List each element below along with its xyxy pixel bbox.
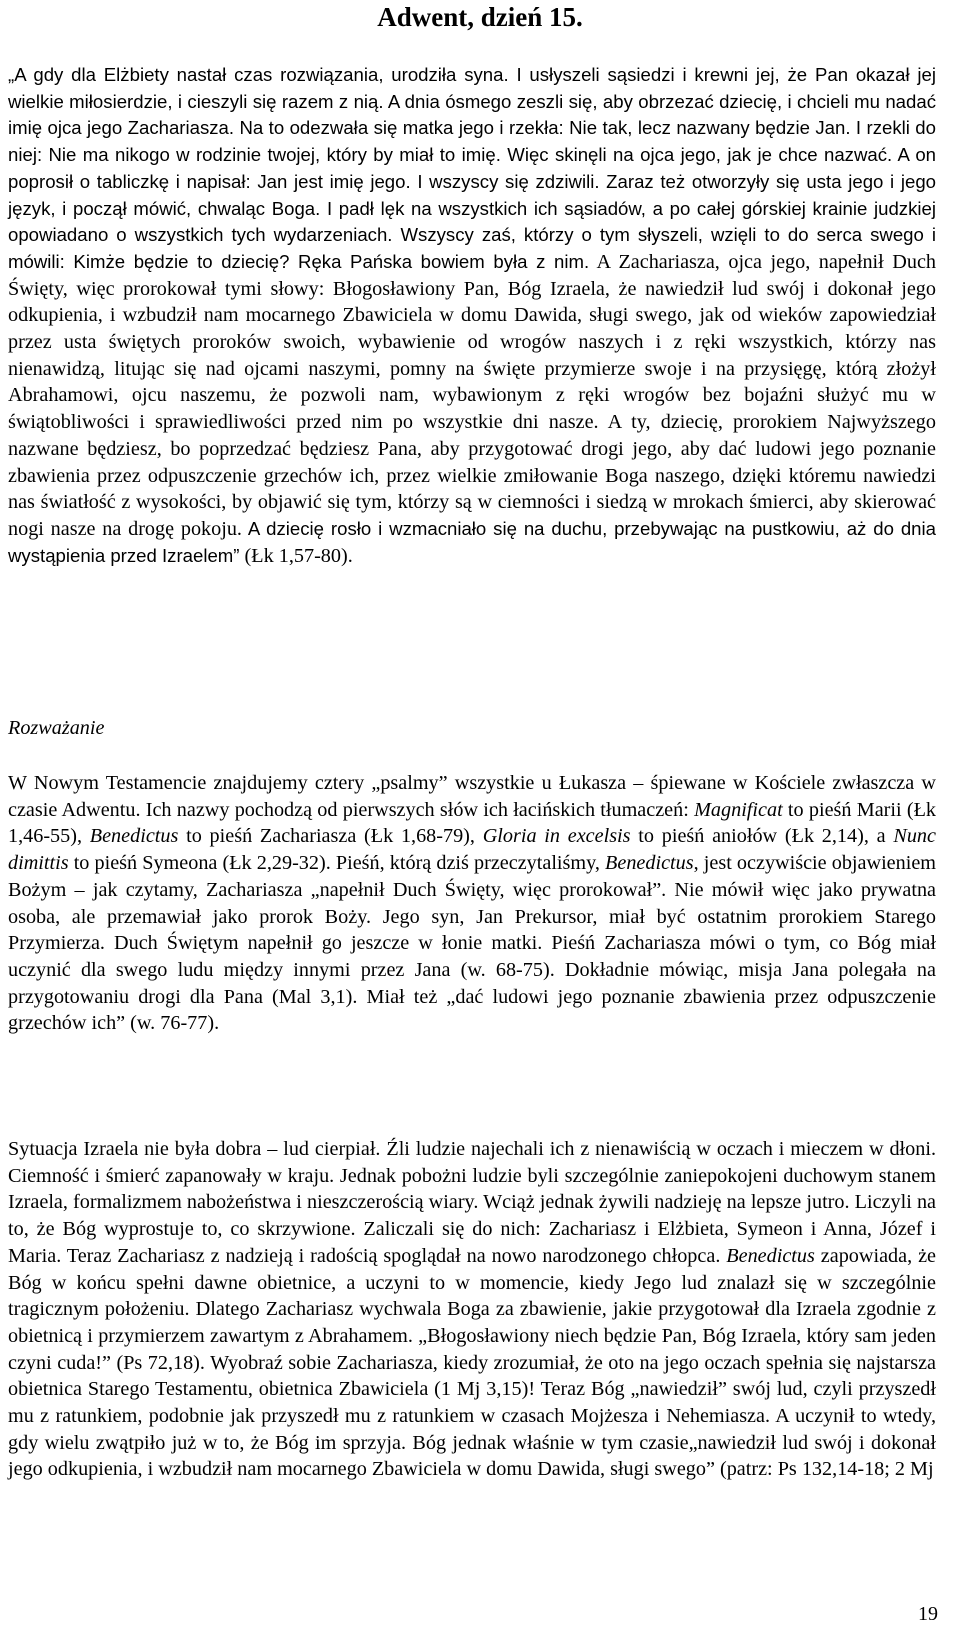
text-run: to pieśń Zachariasza (Łk 1,68-79),: [178, 825, 483, 848]
text-run: W Nowym Testamencie znajdujemy cztery „psalmy” wszystkie u Łukasza – śpiewane w Kościele zwłaszcza w czasie Adwentu. Ich nazwy pochodzą od pierwszych słów ich łacińskich tłumaczeń:: [8, 772, 936, 821]
page-title: Adwent, dzień 15.: [377, 2, 583, 32]
reflection-paragraph-2: [8, 1136, 936, 1483]
italic-term: Benedictus: [605, 852, 694, 875]
reflection-paragraph-1: [8, 770, 936, 1037]
italic-term: Benedictus: [89, 825, 179, 848]
italic-term: Gloria in excelsis: [482, 825, 631, 848]
page-number: 19: [918, 1603, 938, 1625]
text-run: zapowiada, że Bóg w końcu spełni dawne obietnice, a uczyni to w momencie, kiedy Jego lud znalazł się w szczególnie tragicznym położeniu. Dlatego Zachariasz wychwala Boga za zbawienie, jakie przygotował dla Izraela zgodnie z obietnicą i przymierzem zawartym z Abrahamem. „Błogosławiony niech będzie Pan, Bóg Izraela, który sam jeden czyni cuda!” (Ps 72,18). Wyobraź sobie Zachariasza, kiedy zrozumiał, że oto na jego oczach spełnia się najstarsza obietnica Starego Testamentu, obietnica Zbawiciela (1 Mj 3,15)! Teraz Bóg „nawiedził” swój lud, czyli przyszedł mu z ratunkiem, podobnie jak przyszedł mu z ratunkiem w czasach Mojżesza i Nehemiasza. A uczynił to wtedy, gdy wielu zwątpiło już w to, że Bóg im sprzyja. Bóg jednak właśnie w tym czasie„nawiedził lud swój i dokonał jego odkupienia, i wzbudził nam mocarnego Zbawiciela w domu Dawida, sługi swego” (patrz: Ps 132,14-18; 2 Mj: [8, 1244, 936, 1481]
gospel-text-part-2: A Zachariasza, ojca jego, napełnił Duch Święty, więc prorokował tymi słowy: Błogosławiony Pan, Bóg Izraela, że nawiedził lud swój i dokonał jego odkupienia, i wzbudził nam mocarnego Zbawiciela w domu Dawida, sługi swego, jak od wieków zapowiedział przez usta świętych proroków swoich, wybawienie od wrogów naszych i z ręki wszystkich, którzy nas nienawidzą, litując się nad ojcami naszymi, pomny na święte przymierze swoje i na przysięgę, którą złożył Abrahamowi, ojcu naszemu, że pozwoli nam, wybawionym z ręki wrogów bez bojaźni służyć mu w świątobliwości i sprawiedliwości przed nim po wszystkie dni nasze. A ty, dziecię, prorokiem Najwyższego nazwane będziesz, bo poprzedzać będziesz Pana, aby przygotować drogi jego, aby dać ludowi jego poznanie zbawienia przez odpuszczenie grzechów ich, przez wielkie zmiłowanie Boga naszego, dzięki któremu nawiedzi nas światłość z wysokości, by objawić się tym, którzy są w ciemności i siedzą w mrokach śmierci, aby skierować nogi nasze na drogę pokoju.: [8, 250, 936, 540]
italic-term: Magnificat: [694, 798, 783, 821]
italic-term: Benedictus: [726, 1244, 815, 1267]
italic-term: Nunc dimittis: [8, 825, 936, 875]
text-run: to pieśń aniołów (Łk 2,14), a: [630, 825, 894, 848]
gospel-text-part-3: A dziecię rosło i wzmacniało się na duchu, przebywając na pustkowiu, aż do dnia wystąpienia przed Izraelem”: [8, 517, 936, 566]
text-run: to pieśń Symeona (Łk 2,29-32). Pieśń, którą dziś przeczytaliśmy,: [68, 852, 606, 875]
text-run: Sytuacja Izraela nie była dobra – lud cierpiał. Źli ludzie najechali ich z nienawiścią w oczach i mieczem w dłoni. Ciemność i śmierć zapanowały w kraju. Jednak pobożni ludzie byli szczególnie zaniepokojeni duchowym stanem Izraela, formalizmem nabożeństwa i nieszczerością wiary. Wciąż jednak żywili nadzieję na lepsze jutro. Liczyli na to, że Bóg wyprostuje to, co skrzywione. Zaliczali się do nich: Zachariasz i Elżbieta, Symeon i Anna, Józef i Maria. Teraz Zachariasz z nadzieją i radością spoglądał na nowo narodzonego chłopca.: [8, 1138, 936, 1267]
gospel-paragraph: [8, 62, 936, 569]
reflection-heading: Rozważanie: [8, 717, 105, 739]
text-run: , jest oczywiście objawieniem Bożym – jak czytamy, Zachariasza „napełnił Duch Święty, więc prorokował”. Nie mówił więc jako prywatna osoba, ale przemawiał jako prorok Boży. Jego syn, Jan Prekursor, miał być ostatnim prorokiem Starego Przymierza. Duch Świętym napełnił go jeszcze w łonie matki. Pieśń Zachariasza mówi o tym, co Bóg miał uczynić dla swego ludu między innymi przez Jana (w. 68-75). Dokładnie mówiąc, misja Jana polegała na przygotowaniu drogi dla Pana (Mal 3,1). Miał też „dać ludowi jego poznanie zbawienia przez odpuszczenie grzechów ich” (w. 76-77).: [8, 852, 936, 1035]
gospel-reference: (Łk 1,57-80).: [239, 544, 353, 567]
text-run: to pieśń Marii (Łk 1,46-55),: [8, 798, 936, 848]
gospel-text-part-1: „A gdy dla Elżbiety nastał czas rozwiązania, urodziła syna. I usłyszeli sąsiedzi i krewni jej, że Pan okazał jej wielkie miłosierdzie, i cieszyli się razem z nią. A dnia ósmego zeszli się, aby obrzezać dziecię, i chcieli mu nadać imię ojca jego Zachariasza. Na to odezwała się matka jego i rzekła: Nie tak, lecz nazwany będzie Jan. I rzekli do niej: Nie ma nikogo w rodzinie twojej, który by miał to imię. Więc skinęli na ojca jego, jak je chce nazwać. A on poprosił o tabliczkę i napisał: Jan jest imię jego. I wszyscy się zdziwili. Zaraz też otworzyły się usta jego i jego język, i począł mówić, chwaląc Boga. I padł lęk na wszystkich ich sąsiadów, a po całej górskiej krainie judzkiej opowiadano o wszystkich tych wydarzeniach. Wszyscy zaś, którzy o tym słyszeli, wzięli to do serca swego i mówili: Kimże będzie to dziecię? Ręka Pańska bowiem była z nim.: [8, 64, 936, 272]
